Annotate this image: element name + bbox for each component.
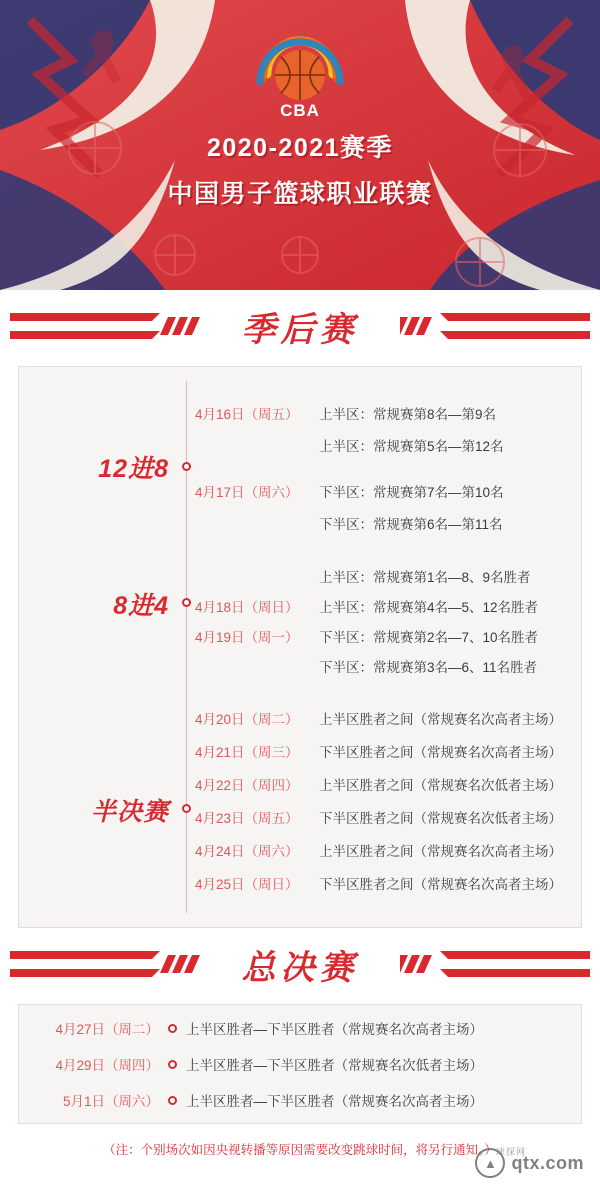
poster-header bbox=[0, 0, 600, 290]
row-desc: 下半区：常规赛第3名—6、11名胜者 bbox=[319, 660, 538, 675]
finals-row bbox=[19, 1011, 581, 1045]
row-desc: 下半区：常规赛第6名—第11名 bbox=[319, 517, 503, 532]
finals-row-desc: 上半区胜者—下半区胜者（常规赛名次低者主场） bbox=[186, 1058, 483, 1073]
finals-row-dot bbox=[168, 1060, 177, 1069]
row-date: 4月16日（周五） bbox=[195, 407, 299, 422]
watermark bbox=[475, 1148, 584, 1178]
row-date: 4月21日（周三） bbox=[195, 745, 299, 760]
schedule-row bbox=[195, 625, 573, 647]
row-date: 4月19日（周一） bbox=[195, 630, 299, 645]
schedule-row bbox=[195, 839, 573, 861]
finals-row-desc: 上半区胜者—下半区胜者（常规赛名次高者主场） bbox=[186, 1022, 483, 1037]
finals-bar-left-decoration bbox=[10, 947, 200, 981]
finals-schedule-panel bbox=[18, 1004, 582, 1124]
finals-row-date: 4月27日（周二） bbox=[55, 1022, 159, 1037]
finals-row-dot bbox=[168, 1024, 177, 1033]
watermark-subtext: 球探网 bbox=[495, 1147, 526, 1157]
row-desc: 下半区胜者之间（常规赛名次高者主场） bbox=[319, 745, 562, 760]
finals-row bbox=[19, 1047, 581, 1081]
title-bar-left-decoration bbox=[10, 309, 200, 343]
row-desc: 上半区：常规赛第8名—第9名 bbox=[319, 407, 497, 422]
timeline-vertical-line bbox=[186, 381, 187, 913]
header-titles bbox=[0, 128, 600, 210]
svg-text:CBA: CBA bbox=[280, 101, 320, 120]
round-label-8to4: 8进4 bbox=[113, 592, 169, 620]
playoff-title-text: 季后赛 bbox=[241, 310, 359, 349]
schedule-row bbox=[195, 872, 573, 894]
row-desc: 上半区：常规赛第4名—5、12名胜者 bbox=[319, 600, 539, 615]
round-dot-12to8 bbox=[182, 462, 191, 471]
row-date: 4月18日（周日） bbox=[195, 600, 299, 615]
row-date: 4月23日（周五） bbox=[195, 811, 299, 826]
row-date: 4月24日（周六） bbox=[195, 844, 299, 859]
title-bar-right-decoration bbox=[400, 309, 590, 343]
row-desc: 上半区：常规赛第5名—第12名 bbox=[319, 439, 504, 454]
schedule-row bbox=[195, 707, 573, 729]
schedule-row bbox=[195, 434, 573, 456]
schedule-row bbox=[195, 480, 573, 502]
header-title-league: 中国男子篮球职业联赛 bbox=[167, 180, 433, 208]
row-desc: 上半区胜者之间（常规赛名次低者主场） bbox=[319, 778, 562, 793]
row-desc: 上半区胜者之间（常规赛名次高者主场） bbox=[319, 712, 562, 727]
schedule-row bbox=[195, 402, 573, 424]
watermark-logo-icon: ▲ bbox=[475, 1148, 505, 1178]
finals-title-text: 总决赛 bbox=[241, 948, 359, 987]
row-date: 4月20日（周二） bbox=[195, 712, 299, 727]
playoff-schedule-panel bbox=[18, 366, 582, 928]
schedule-row bbox=[195, 565, 573, 587]
row-desc: 上半区：常规赛第1名—8、9名胜者 bbox=[319, 570, 531, 585]
finals-section-title bbox=[0, 928, 600, 1000]
finals-row bbox=[19, 1083, 581, 1117]
finals-row-desc: 上半区胜者—下半区胜者（常规赛名次高者主场） bbox=[186, 1094, 483, 1109]
row-date: 4月25日（周日） bbox=[195, 877, 299, 892]
schedule-row bbox=[195, 595, 573, 617]
header-title-season: 2020-2021赛季 bbox=[206, 134, 394, 162]
finals-bar-right-decoration bbox=[400, 947, 590, 981]
row-date: 4月17日（周六） bbox=[195, 485, 299, 500]
finals-row-dot bbox=[168, 1096, 177, 1105]
row-date: 4月22日（周四） bbox=[195, 778, 299, 793]
row-desc: 下半区：常规赛第7名—第10名 bbox=[319, 485, 504, 500]
finals-row-date: 5月1日（周六） bbox=[62, 1094, 159, 1109]
footnote: （注：个别场次如因央视转播等原因需要改变跳球时间，将另行通知。） bbox=[103, 1143, 497, 1157]
playoff-section-title bbox=[0, 290, 600, 362]
schedule-row bbox=[195, 773, 573, 795]
round-label-semifinal: 半决赛 bbox=[90, 798, 169, 826]
round-dot-semifinal bbox=[182, 804, 191, 813]
cba-logo bbox=[247, 30, 353, 127]
schedule-row bbox=[195, 740, 573, 762]
schedule-row bbox=[195, 655, 573, 677]
watermark-text: qtx.com bbox=[511, 1152, 584, 1173]
finals-row-date: 4月29日（周四） bbox=[55, 1058, 159, 1073]
schedule-row bbox=[195, 806, 573, 828]
row-desc: 上半区胜者之间（常规赛名次高者主场） bbox=[319, 844, 562, 859]
row-desc: 下半区：常规赛第2名—7、10名胜者 bbox=[319, 630, 539, 645]
round-dot-8to4 bbox=[182, 598, 191, 607]
cba-logo-icon bbox=[247, 30, 353, 122]
row-desc: 下半区胜者之间（常规赛名次低者主场） bbox=[319, 811, 562, 826]
round-label-12to8: 12进8 bbox=[98, 455, 169, 483]
schedule-row bbox=[195, 512, 573, 534]
row-desc: 下半区胜者之间（常规赛名次高者主场） bbox=[319, 877, 562, 892]
